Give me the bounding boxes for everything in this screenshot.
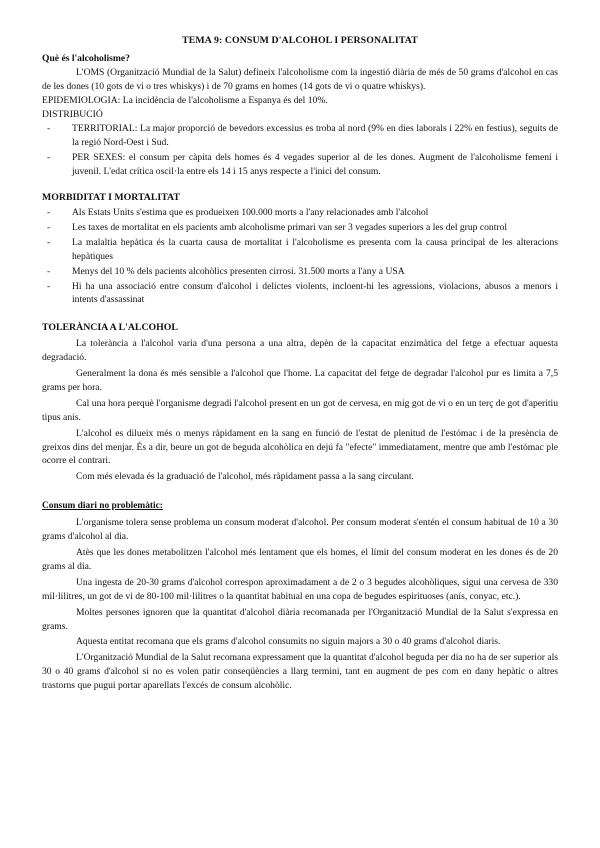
- list-item: - PER SEXES: el consum per càpita dels homes és 4 vegades superior al de les dones. Augment de l'alcoholisme femení i juvenil. L'edat crítica oscil·la entre els 14 i 15 anys respecte a l'inici del consum.: [42, 151, 558, 179]
- document-body: [42, 34, 558, 693]
- paragraph: L'alcohol es dilueix més o menys ràpidament en la sang en funció de l'estat de plenitud de l'estómac i de la presència de greixos dins del menjar. És a dir, beure un got de beguda alcohòlica en dejú fa "efecte" immediatament, mentre que amb l'estómac ple ocorre el contrari.: [42, 427, 558, 467]
- list-morbiditat: [42, 206, 558, 307]
- paragraph: L'organisme tolera sense problema un consum moderat d'alcohol. Per consum moderat s'entén el consum habitual de 10 a 30 grams d'alcohol al dia.: [42, 517, 558, 543]
- heading-tolerancia: TOLERÀNCIA A L'ALCOHOL: [42, 322, 178, 334]
- list-item: - Hi ha una associació entre consum d'alcohol i delictes violents, incloent-hi les agressions, violacions, abusos a menors i intents d'assassinat: [42, 280, 558, 308]
- paragraph: Generalment la dona és més sensible a l'alcohol que l'home. La capacitat del fetge de degradar l'alcohol pur es limita a 7,5 grams per hora.: [42, 368, 558, 393]
- paragraph: Moltes persones ignoren que la quantitat d'alcohol diària recomanada per l'Organització Mundial de la Salut s'expressa en grams.: [42, 606, 558, 632]
- heading-que-es-alcoholisme: Què és l'alcoholisme?: [42, 52, 130, 64]
- paragraph: Com més elevada és la graduació de l'alcohol, més ràpidament passa a la sang circulant.: [76, 471, 414, 483]
- label-distribucio: DISTRIBUCIÓ: [42, 108, 103, 120]
- list-distribucio: [42, 122, 558, 179]
- heading-consum-diari: Consum diari no problemàtic:: [42, 501, 163, 512]
- paragraph: L'Organització Mundial de la Salut recomana expressament que la quantitat d'alcohol beguda per dia no ha de ser superior als 30 o 40 grams d'alcohol si no es volen patir conseqüències a llarg termini, tant en augment de pes com en dany hepàtic o altres trastorns que pugui portar aparellats l'excés de consum alcohòlic.: [42, 652, 559, 692]
- paragraph: Cal una hora perquè l'organisme degradi l'alcohol present en un got de cervesa, en mig got de vi o en un terç de got d'aperitiu tipus anís.: [42, 397, 558, 423]
- list-item: - Als Estats Units s'estima que es produeixen 100.000 morts a l'any relacionades amb l'alcohol: [42, 206, 558, 220]
- paragraph: Aquesta entitat recomana que els grams d'alcohol consumits no siguin majors a 30 o 40 grams d'alcohol diaris.: [76, 636, 501, 648]
- heading-morbiditat: MORBIDITAT I MORTALITAT: [42, 192, 180, 204]
- list-item: - La malaltia hepàtica és la cuarta causa de mortalitat i l'alcoholisme es presenta com la causa principal de les alteracions hepàtiques: [42, 236, 558, 264]
- list-item: - Les taxes de mortalitat en els pacients amb alcoholisme primari van ser 3 vegades superiors a les del grup control: [42, 221, 558, 235]
- page-title: TEMA 9: CONSUM D'ALCOHOL I PERSONALITAT: [182, 35, 418, 46]
- paragraph-oms-definition: L'OMS (Organització Mundial de la Salut) defineix l'alcoholisme com la ingestió diària de més de 50 grams d'alcohol en cas de les dones (10 gots de vi o tres whiskys) i de 70 grams en homes (14 gots de vi o quatre whiskys).: [42, 66, 558, 92]
- paragraph: Atès que les dones metabolitzen l'alcohol més lentament que els homes, el límit del consum moderat en les dones és de 20 grams al dia.: [42, 547, 558, 572]
- paragraph: La tolerància a l'alcohol varia d'una persona a una altra, depèn de la capacitat enzimàtica del fetge a efectuar aquesta degradació.: [42, 338, 558, 364]
- list-item: - TERRITORIAL: La major proporció de bevedors excessius es troba al nord (9% en dies laborals i 22% en festius), seguits de la regió Nord-Oest i Sud.: [42, 122, 558, 150]
- paragraph-epidemiologia: EPIDEMIOLOGIA: La incidència de l'alcoholisme a Espanya és del 10%.: [42, 94, 328, 106]
- paragraph: Una ingesta de 20-30 grams d'alcohol correspon aproximadament a de 2 o 3 begudes alcohòliques, sigui una cervesa de 330 mil·lilitres, un got de vi de 80-100 mil·lilitres o la quantitat habitual en una copa de begudes espirituoses (anís, conyac, etc.).: [42, 576, 558, 602]
- list-item: - Menys del 10 % dels pacients alcohòlics presenten cirrosi. 31.500 morts a l'any a USA: [42, 265, 558, 279]
